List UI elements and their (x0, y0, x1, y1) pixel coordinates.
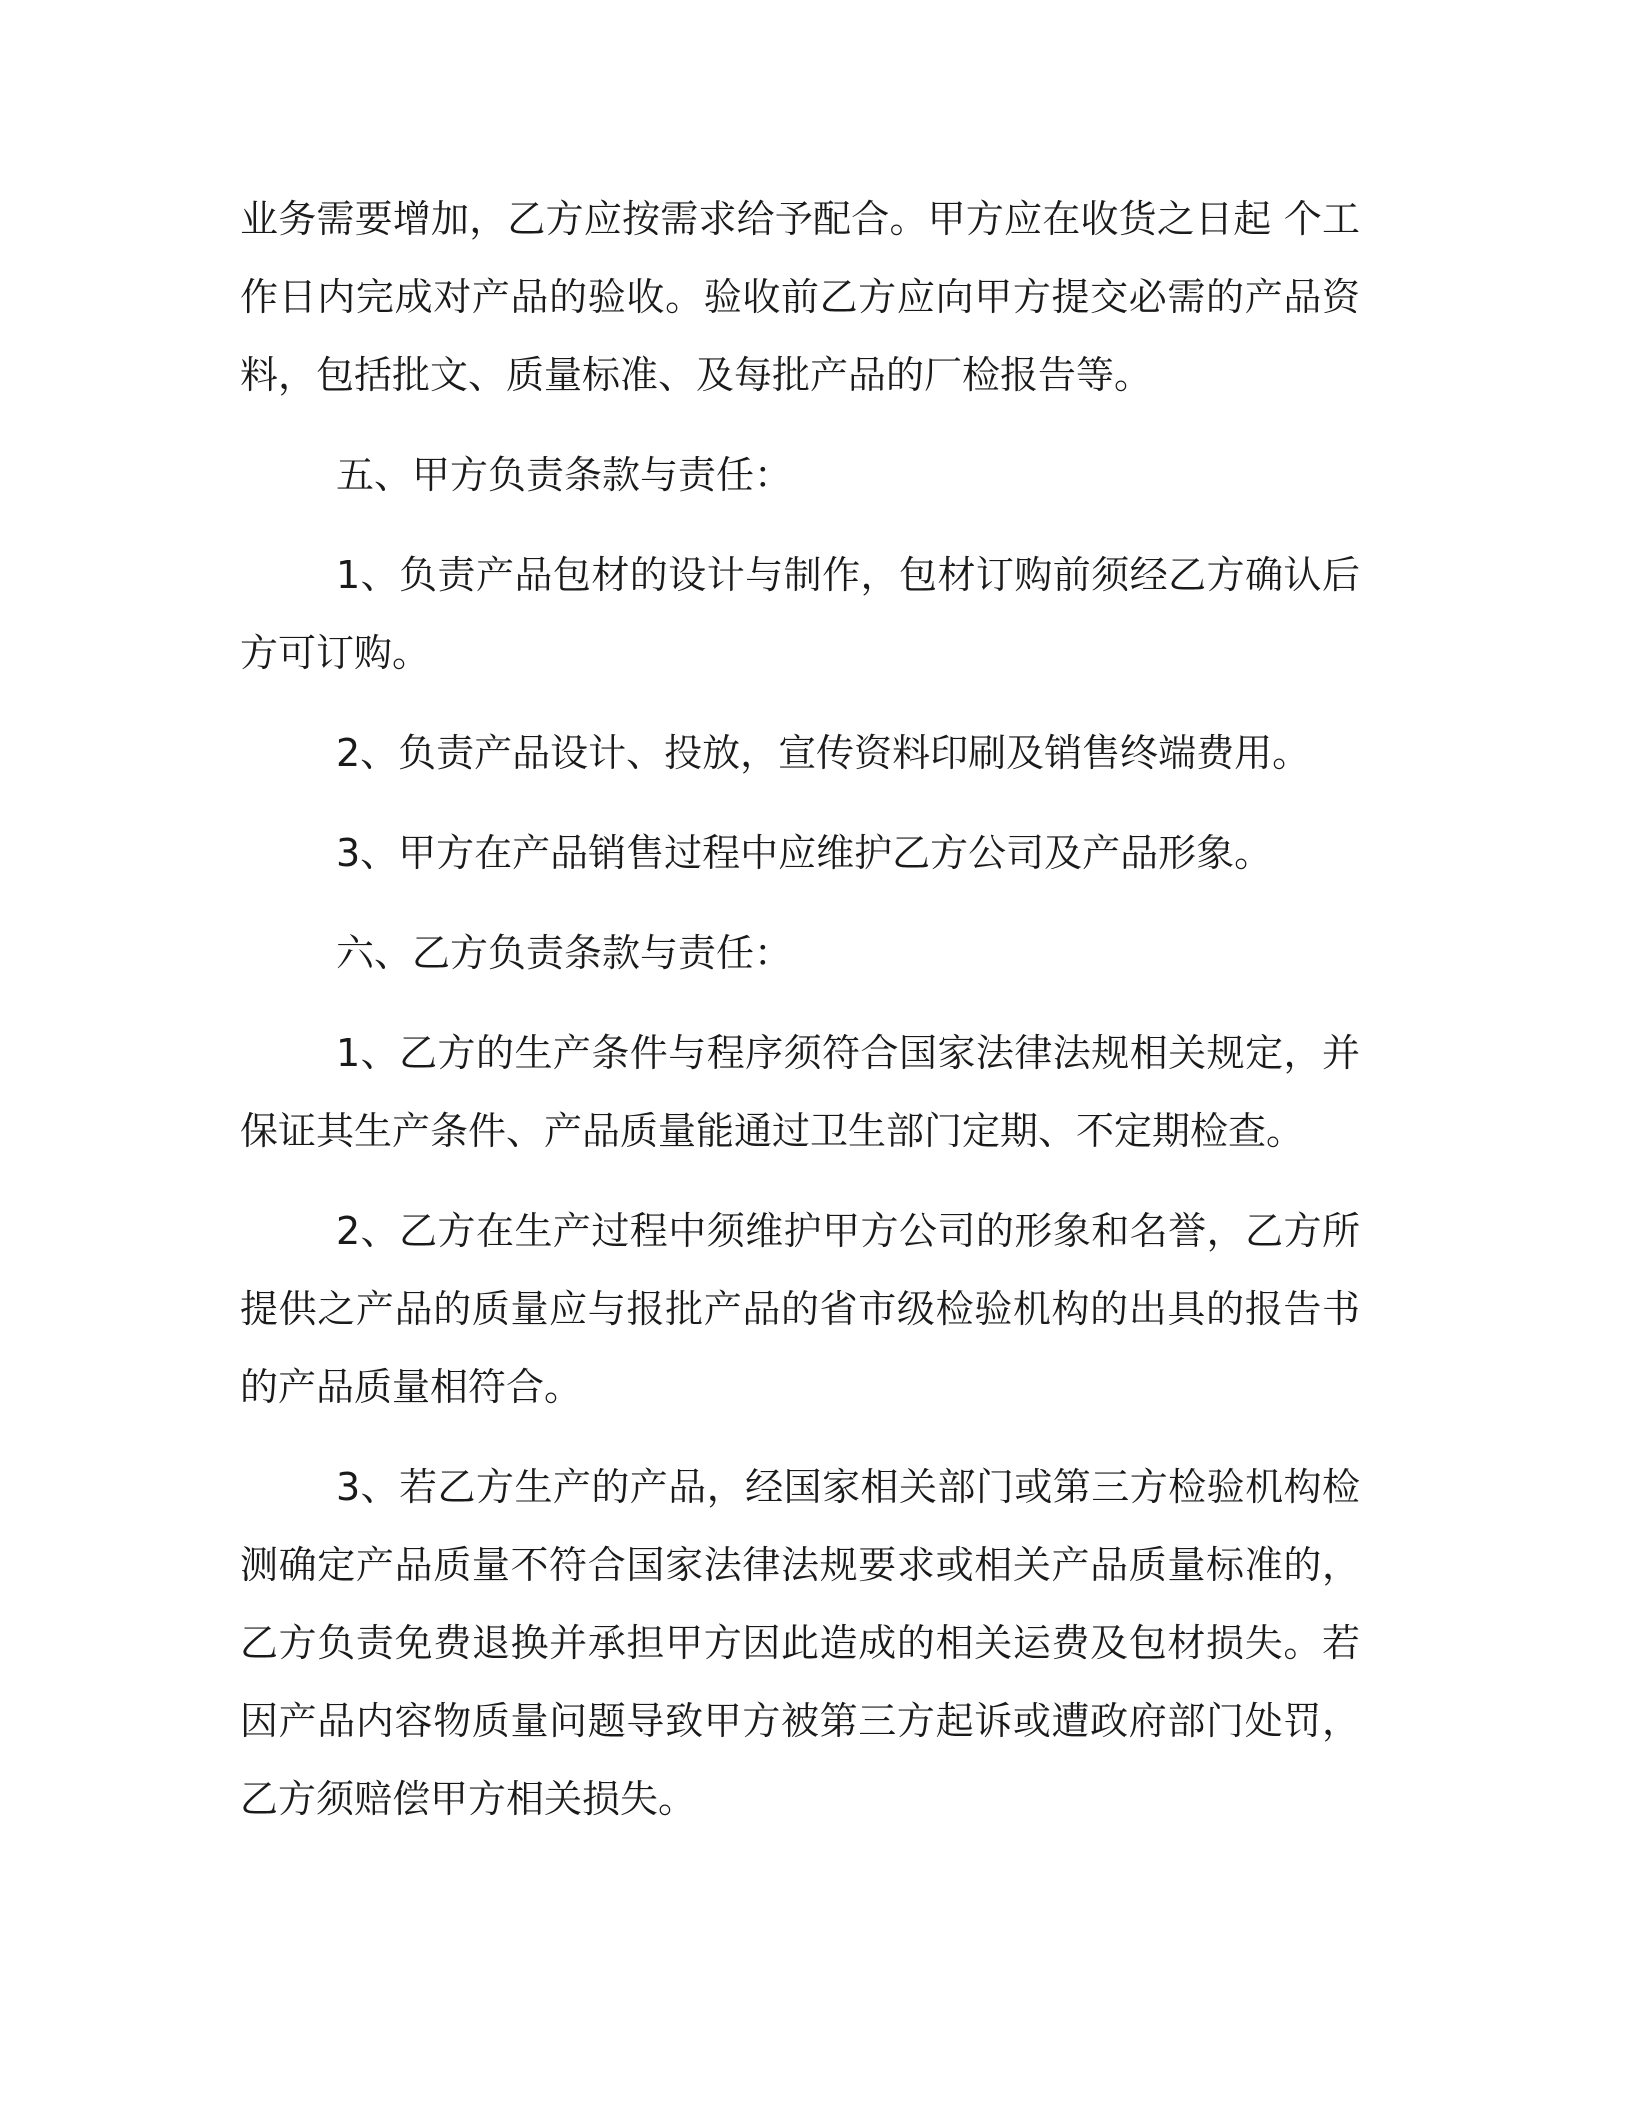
section-heading-party-a: 五、甲方负责条款与责任： (336, 453, 793, 497)
section-heading-party-b: 六、乙方负责条款与责任： (336, 931, 793, 975)
party-a-clause-2: 2、负责产品设计、投放，宣传资料印刷及销售终端费用。 (336, 731, 1311, 775)
party-b-clause-1: 1、乙方的生产条件与程序须符合国家法律法规相关规定，并保证其生产条件、产品质量能通过卫生部门定期、不定期检查。 (240, 1031, 1360, 1153)
document-body (240, 180, 1360, 1860)
party-b-clause-2: 2、乙方在生产过程中须维护甲方公司的形象和名誉，乙方所提供之产品的质量应与报批产品的省市级检验机构的出具的报告书的产品质量相符合。 (240, 1209, 1360, 1409)
party-b-clause-3: 3、若乙方生产的产品，经国家相关部门或第三方检验机构检测确定产品质量不符合国家法律法规要求或相关产品质量标准的，乙方负责免费退换并承担甲方因此造成的相关运费及包材损失。若因产品内容物质量问题导致甲方被第三方起诉或遭政府部门处罚，乙方须赔偿甲方相关损失。 (240, 1465, 1360, 1821)
paragraph-continuation: 业务需要增加，乙方应按需求给予配合。甲方应在收货之日起 个工作日内完成对产品的验收。验收前乙方应向甲方提交必需的产品资料，包括批文、质量标准、及每批产品的厂检报告等。 (240, 197, 1360, 397)
party-a-clause-3: 3、甲方在产品销售过程中应维护乙方公司及产品形象。 (336, 831, 1273, 875)
party-a-clause-1: 1、负责产品包材的设计与制作，包材订购前须经乙方确认后方可订购。 (240, 553, 1360, 675)
